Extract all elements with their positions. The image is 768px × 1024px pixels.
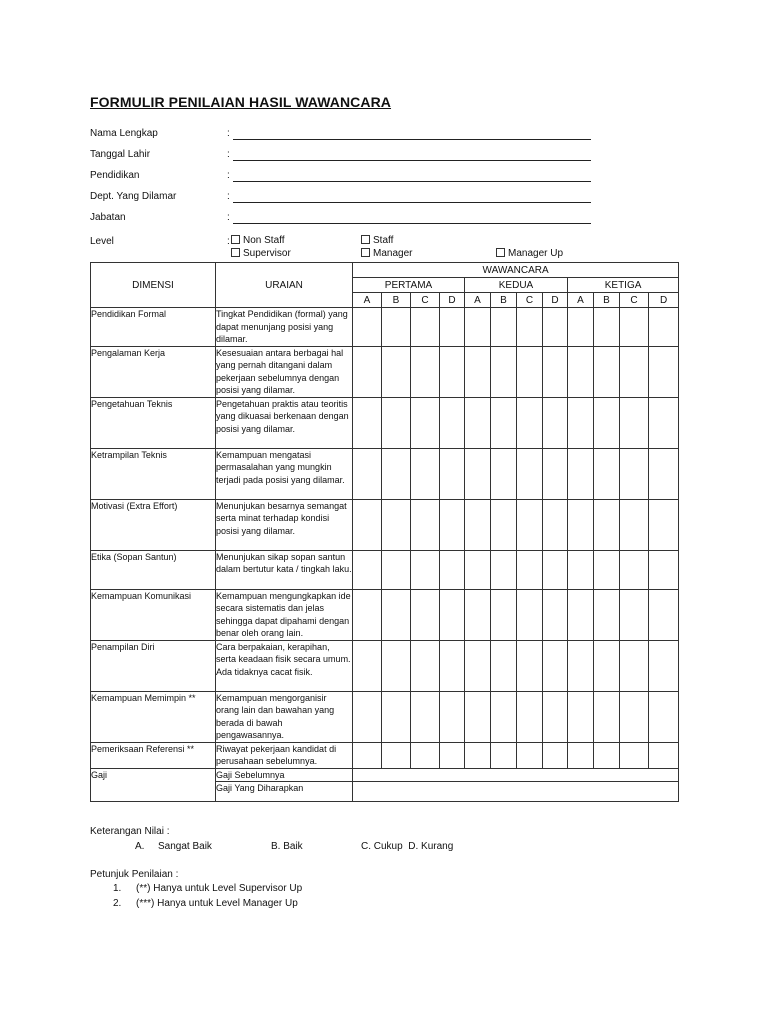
field-label: Jabatan [90,212,126,223]
table-row [91,550,679,589]
grade-cell[interactable] [517,499,543,550]
level-option-staff[interactable]: Staff [361,235,393,246]
level-option-manager[interactable]: Manager [361,248,412,259]
grade-cell[interactable] [649,691,679,742]
table-row [91,691,679,742]
grade-cell[interactable] [491,499,517,550]
grade-header: C [620,293,649,308]
grade-cell[interactable] [517,691,543,742]
grade-cell[interactable] [594,308,620,347]
field-nama-lengkap[interactable] [90,128,610,142]
grade-cell[interactable] [382,589,411,640]
grade-cell[interactable] [382,742,411,768]
dimensi-cell: Motivasi (Extra Effort) [91,499,216,550]
column-header-dimensi: DIMENSI [91,263,216,308]
grade-cell[interactable] [620,691,649,742]
grade-cell[interactable] [411,742,440,768]
grade-cell[interactable] [568,308,594,347]
level-option-supervisor[interactable]: Supervisor [231,248,291,259]
grade-cell[interactable] [465,397,491,448]
column-header-wawancara: WAWANCARA [353,263,679,278]
grade-cell[interactable] [568,589,594,640]
grade-cell[interactable] [353,397,382,448]
grade-header: B [491,293,517,308]
grade-cell[interactable] [620,499,649,550]
grade-cell[interactable] [594,589,620,640]
grade-cell[interactable] [353,691,382,742]
grade-cell[interactable] [353,499,382,550]
uraian-cell: Kesesuaian antara berbagai hal yang pernah ditangani dalam pekerjaan sebelumnya dengan posisi yang dilamar. [216,346,353,397]
grade-cell[interactable] [382,499,411,550]
grade-header: A [568,293,594,308]
blank-line[interactable] [233,202,591,203]
dimensi-cell: Gaji [91,768,216,802]
table-row [91,640,679,691]
grade-cell[interactable] [440,742,465,768]
field-dept-yang-dilamar[interactable] [90,191,610,205]
petunjuk-item-number: 1. [113,883,122,894]
dimensi-cell: Pengetahuan Teknis [91,397,216,448]
grade-cell[interactable] [594,397,620,448]
uraian-cell: Kemampuan mengatasi permasalahan yang mungkin terjadi pada posisi yang dilamar. [216,448,353,499]
uraian-cell: Kemampuan mengorganisir orang lain dan bawahan yang berada di bawah pengawasannya. [216,691,353,742]
grade-cell[interactable] [465,499,491,550]
gaji-sebelumnya-input[interactable] [353,768,679,782]
checkbox-icon[interactable] [361,248,370,257]
grade-cell[interactable] [543,346,568,397]
grade-cell[interactable] [517,448,543,499]
grade-header: C [411,293,440,308]
field-label: Pendidikan [90,170,140,181]
grade-cell[interactable] [594,448,620,499]
grade-cell[interactable] [620,589,649,640]
petunjuk-item-text: (**) Hanya untuk Level Supervisor Up [136,883,303,894]
grade-cell[interactable] [491,691,517,742]
grade-cell[interactable] [465,742,491,768]
grade-header: A [465,293,491,308]
table-row-gaji-sebelumnya [91,768,679,782]
grade-cell[interactable] [568,346,594,397]
grade-cell[interactable] [440,397,465,448]
grade-cell[interactable] [465,308,491,347]
grade-cell[interactable] [543,640,568,691]
blank-line[interactable] [233,223,591,224]
uraian-cell: Tingkat Pendidikan (formal) yang dapat menunjang posisi yang dilamar. [216,308,353,347]
field-label: Nama Lengkap [90,128,158,139]
grade-cell[interactable] [411,346,440,397]
grade-cell[interactable] [543,308,568,347]
round-header-pertama: PERTAMA [353,278,465,293]
keterangan-cd-text: C. Cukup D. Kurang [361,841,454,852]
field-label: Dept. Yang Dilamar [90,191,177,202]
keterangan-title: Keterangan Nilai : [90,826,170,837]
blank-line[interactable] [233,160,591,161]
grade-cell[interactable] [620,448,649,499]
field-label: Tanggal Lahir [90,149,151,160]
grade-cell[interactable] [517,397,543,448]
grade-cell[interactable] [411,640,440,691]
grade-cell[interactable] [382,308,411,347]
grade-cell[interactable] [353,589,382,640]
grade-cell[interactable] [465,346,491,397]
grade-cell[interactable] [465,550,491,589]
grade-cell[interactable] [517,308,543,347]
grade-cell[interactable] [543,691,568,742]
field-colon: : [227,212,230,223]
grade-cell[interactable] [353,742,382,768]
grade-cell[interactable] [568,640,594,691]
grade-cell[interactable] [382,691,411,742]
grade-cell[interactable] [649,550,679,589]
grade-cell[interactable] [353,448,382,499]
uraian-cell: Kemampuan mengungkapkan ide secara sistematis dan jelas sehingga dapat dipahami dengan benar oleh orang lain. [216,590,351,638]
keterangan-a-text: Sangat Baik [158,841,212,852]
field-colon: : [227,170,230,181]
grade-cell[interactable] [382,346,411,397]
grade-cell[interactable] [620,550,649,589]
grade-cell[interactable] [411,397,440,448]
grade-cell[interactable] [568,448,594,499]
dimensi-cell: Pendidikan Formal [91,308,216,347]
grade-cell[interactable] [411,448,440,499]
keterangan-a-number: A. [135,841,145,852]
grade-cell[interactable] [649,397,679,448]
grade-cell[interactable] [649,448,679,499]
grade-cell[interactable] [568,550,594,589]
form-title: FORMULIR PENILAIAN HASIL WAWANCARA [90,94,392,110]
grade-cell[interactable] [440,550,465,589]
gaji-diharapkan-input[interactable] [353,782,679,802]
grade-cell[interactable] [382,550,411,589]
grade-cell[interactable] [411,499,440,550]
checkbox-icon[interactable] [496,248,505,257]
grade-cell[interactable] [517,589,543,640]
table-row [91,589,679,640]
dimensi-cell: Ketrampilan Teknis [91,448,216,499]
grade-cell[interactable] [465,691,491,742]
grade-cell[interactable] [382,640,411,691]
grade-cell[interactable] [411,589,440,640]
grade-cell[interactable] [440,499,465,550]
table-row [91,448,679,499]
grade-cell[interactable] [382,448,411,499]
grade-cell[interactable] [568,499,594,550]
grade-cell[interactable] [491,550,517,589]
grade-cell[interactable] [620,308,649,347]
grade-cell[interactable] [353,550,382,589]
grade-cell[interactable] [353,346,382,397]
grade-cell[interactable] [543,397,568,448]
uraian-cell: Gaji Yang Diharapkan [216,782,353,802]
grade-cell[interactable] [440,589,465,640]
grade-cell[interactable] [620,742,649,768]
table-row [91,346,679,397]
grade-header: B [382,293,411,308]
grade-cell[interactable] [465,589,491,640]
grade-cell[interactable] [649,308,679,347]
grade-cell[interactable] [491,397,517,448]
grade-cell[interactable] [491,640,517,691]
petunjuk-item-text: (***) Hanya untuk Level Manager Up [136,898,298,909]
grade-cell[interactable] [382,397,411,448]
keterangan-b-text: B. Baik [271,841,303,852]
field-colon: : [227,236,230,247]
dimensi-cell: Penampilan Diri [91,640,216,691]
grade-cell[interactable] [620,640,649,691]
grade-cell[interactable] [620,346,649,397]
grade-cell[interactable] [411,308,440,347]
grade-cell[interactable] [517,742,543,768]
field-colon: : [227,149,230,160]
field-label: Level [90,236,114,247]
field-level [90,234,610,264]
grade-cell[interactable] [440,346,465,397]
level-option-manager-up[interactable]: Manager Up [496,248,563,259]
grade-header: D [440,293,465,308]
grade-header: D [649,293,679,308]
grade-cell[interactable] [543,742,568,768]
grade-cell[interactable] [594,691,620,742]
grade-header: A [353,293,382,308]
table-row [91,742,679,768]
blank-line[interactable] [233,181,591,182]
uraian-cell: Riwayat pekerjaan kandidat di perusahaan sebelumnya. [216,742,353,768]
dimensi-cell: Etika (Sopan Santun) [91,550,216,589]
grade-cell[interactable] [411,550,440,589]
field-colon: : [227,191,230,202]
grade-cell[interactable] [594,640,620,691]
grade-cell[interactable] [491,448,517,499]
uraian-cell: Gaji Sebelumnya [216,768,353,782]
grade-cell[interactable] [649,499,679,550]
petunjuk-item-number: 2. [113,898,122,909]
grade-cell[interactable] [353,308,382,347]
grade-header: B [594,293,620,308]
grade-cell[interactable] [568,397,594,448]
checkbox-icon[interactable] [231,248,240,257]
grade-cell[interactable] [440,691,465,742]
grade-cell[interactable] [491,346,517,397]
round-header-kedua: KEDUA [465,278,568,293]
grade-cell[interactable] [649,742,679,768]
grade-header: C [517,293,543,308]
petunjuk-title: Petunjuk Penilaian : [90,869,179,880]
grade-cell[interactable] [594,499,620,550]
grade-cell[interactable] [649,589,679,640]
field-jabatan[interactable] [90,212,610,226]
checkbox-icon[interactable] [231,235,240,244]
dimensi-cell: Pengalaman Kerja [91,346,216,397]
uraian-cell: Pengetahuan praktis atau teoritis yang dikuasai berkenaan dengan posisi yang dilamar. [216,397,353,448]
grade-cell[interactable] [543,550,568,589]
dimensi-cell: Kemampuan Memimpin ** [91,691,216,742]
grade-cell[interactable] [440,308,465,347]
grade-cell[interactable] [517,550,543,589]
grade-cell[interactable] [594,742,620,768]
checkbox-icon[interactable] [361,235,370,244]
level-option-non-staff[interactable]: Non Staff [231,235,285,246]
grade-cell[interactable] [465,448,491,499]
uraian-cell: Cara berpakaian, kerapihan, serta keadaan fisik secara umum. Ada tidaknya cacat fisik. [216,640,353,691]
field-pendidikan[interactable] [90,170,610,184]
field-colon: : [227,128,230,139]
grade-cell[interactable] [568,742,594,768]
table-row [91,308,679,347]
grade-cell[interactable] [543,448,568,499]
grade-cell[interactable] [491,589,517,640]
blank-line[interactable] [233,139,591,140]
grade-cell[interactable] [649,640,679,691]
uraian-cell: Menunjukan sikap sopan santun dalam bertutur kata / tingkah laku. [216,550,353,589]
round-header-ketiga: KETIGA [568,278,679,293]
grade-cell[interactable] [411,691,440,742]
grade-cell[interactable] [594,550,620,589]
grade-cell[interactable] [543,499,568,550]
grade-cell[interactable] [353,640,382,691]
dimensi-cell: Pemeriksaan Referensi ** [91,742,216,768]
grade-cell[interactable] [491,308,517,347]
table-row [91,397,679,448]
grade-cell[interactable] [594,346,620,397]
grade-cell[interactable] [517,640,543,691]
grade-cell[interactable] [543,589,568,640]
field-tanggal-lahir[interactable] [90,149,610,163]
grade-header: D [543,293,568,308]
grade-cell[interactable] [649,346,679,397]
grade-cell[interactable] [440,448,465,499]
grade-cell[interactable] [517,346,543,397]
grade-cell[interactable] [440,640,465,691]
uraian-cell: Menunjukan besarnya semangat serta minat terhadap kondisi posisi yang dilamar. [216,499,353,550]
grade-cell[interactable] [491,742,517,768]
grade-cell[interactable] [620,397,649,448]
grade-cell[interactable] [568,691,594,742]
grade-cell[interactable] [465,640,491,691]
column-header-uraian: URAIAN [216,263,353,308]
assessment-table [90,262,679,802]
table-row [91,499,679,550]
dimensi-cell: Kemampuan Komunikasi [91,589,216,640]
